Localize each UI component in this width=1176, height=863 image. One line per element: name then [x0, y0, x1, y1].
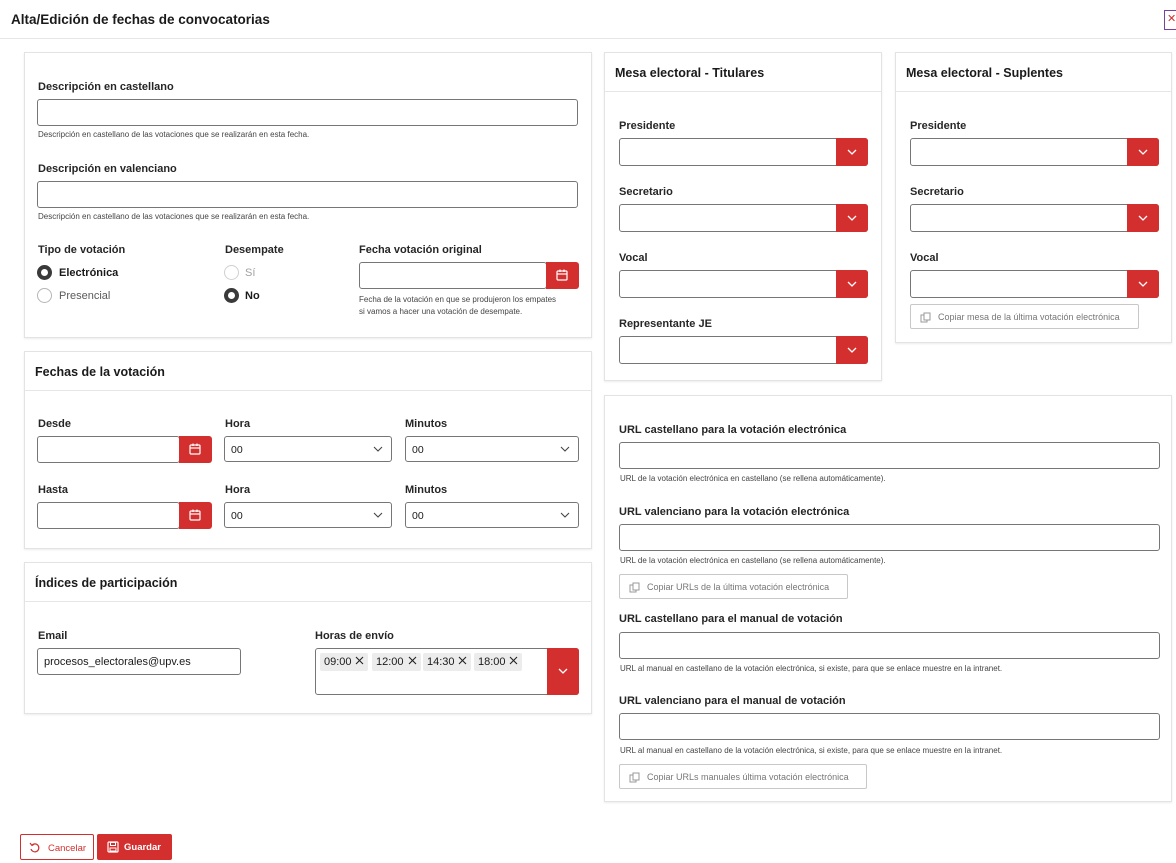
tipo-electronica-label: Electrónica [59, 267, 119, 279]
desde-hora-value: 00 [231, 444, 243, 456]
suplentes-secretario-label: Secretario [910, 186, 964, 198]
hasta-minutos-value: 00 [412, 510, 424, 522]
url-va-help: URL de la votación electrónica en castellano (se rellena automáticamente). [620, 556, 886, 565]
chevron-down-icon [373, 511, 383, 519]
suplentes-vocal-dropdown-button[interactable] [1127, 270, 1159, 298]
titulares-presidente-label: Presidente [619, 120, 676, 132]
close-button[interactable] [1164, 10, 1176, 30]
titulares-representante-dropdown-button[interactable] [836, 336, 868, 364]
save-button[interactable] [97, 834, 172, 860]
suplentes-vocal-label: Vocal [910, 252, 939, 264]
copy-icon [920, 312, 931, 323]
copy-urls-label: Copiar URLs de la última votación electrónica [647, 582, 830, 592]
url-es-input[interactable] [619, 442, 1160, 469]
manual-va-input[interactable] [619, 713, 1160, 740]
titulares-representante-select[interactable] [619, 336, 868, 364]
indices-title: Índices de participación [25, 563, 591, 602]
chevron-down-icon [1138, 280, 1148, 288]
chevron-down-icon [847, 280, 857, 288]
desempate-no-radio[interactable] [224, 288, 239, 303]
fechas-card [24, 351, 592, 549]
undo-icon [29, 842, 41, 854]
copy-icon [629, 582, 640, 593]
copy-icon [629, 772, 640, 783]
chevron-down-icon [560, 511, 570, 519]
fecha-original-help-2: si vamos a hacer una votación de desempate. [359, 307, 523, 316]
tipo-presencial-label: Presencial [59, 290, 111, 302]
fecha-original-input[interactable] [359, 262, 547, 289]
tipo-electronica-radio[interactable] [37, 265, 52, 280]
titulares-vocal-dropdown-button[interactable] [836, 270, 868, 298]
fechas-title: Fechas de la votación [25, 352, 591, 391]
titulares-presidente-select[interactable] [619, 138, 868, 166]
calendar-icon [556, 269, 568, 281]
remove-icon[interactable] [509, 656, 518, 665]
hasta-calendar-button[interactable] [179, 502, 212, 529]
desde-hora-label: Hora [225, 418, 251, 430]
hora-chip-label: 14:30 [427, 656, 455, 668]
hasta-hora-label: Hora [225, 484, 251, 496]
tipo-presencial-radio[interactable] [37, 288, 52, 303]
hora-chip[interactable] [423, 653, 471, 671]
titulares-secretario-dropdown-button[interactable] [836, 204, 868, 232]
desde-minutos-label: Minutos [405, 418, 448, 430]
copy-mesa-label: Copiar mesa de la última votación electrónica [938, 312, 1120, 322]
calendar-icon [189, 443, 201, 455]
titulares-secretario-label: Secretario [619, 186, 673, 198]
copy-urls-button[interactable] [619, 574, 848, 599]
indices-card [24, 562, 592, 714]
url-va-input[interactable] [619, 524, 1160, 551]
titulares-secretario-select[interactable] [619, 204, 868, 232]
url-es-label: URL castellano para la votación electrónica [619, 424, 847, 436]
suplentes-presidente-label: Presidente [910, 120, 967, 132]
desde-calendar-button[interactable] [179, 436, 212, 463]
desde-hora-select[interactable] [224, 436, 392, 462]
chevron-down-icon [1138, 214, 1148, 222]
urls-card [604, 395, 1172, 802]
calendar-icon [189, 509, 201, 521]
manual-es-input[interactable] [619, 632, 1160, 659]
email-value: procesos_electorales@upv.es [44, 656, 191, 668]
chevron-down-icon [560, 445, 570, 453]
chevron-down-icon [1138, 148, 1148, 156]
suplentes-presidente-select[interactable] [910, 138, 1159, 166]
horas-envio-dropdown-button[interactable] [547, 648, 579, 695]
titulares-vocal-select[interactable] [619, 270, 868, 298]
manual-es-label: URL castellano para el manual de votación [619, 613, 843, 625]
hora-chip-label: 09:00 [324, 656, 352, 668]
suplentes-presidente-dropdown-button[interactable] [1127, 138, 1159, 166]
remove-icon[interactable] [408, 656, 417, 665]
hasta-label: Hasta [38, 484, 68, 496]
suplentes-secretario-select[interactable] [910, 204, 1159, 232]
desempate-no-label: No [245, 290, 260, 302]
titulares-vocal-label: Vocal [619, 252, 648, 264]
email-label: Email [38, 630, 68, 642]
cancel-button[interactable] [20, 834, 94, 860]
save-icon [107, 841, 119, 853]
hora-chip[interactable] [474, 653, 522, 671]
desc-es-input[interactable] [37, 99, 578, 126]
chevron-down-icon [847, 214, 857, 222]
titulares-card [604, 52, 882, 381]
copy-manual-urls-button[interactable] [619, 764, 867, 789]
desempate-si-label: Sí [245, 267, 256, 279]
titulares-representante-label: Representante JE [619, 318, 712, 330]
manual-es-help: URL al manual en castellano de la votación electrónica, si existe, para que se enlace muestre en la intranet. [620, 664, 1003, 673]
suplentes-card [895, 52, 1172, 343]
url-va-label: URL valenciano para la votación electrónica [619, 506, 850, 518]
manual-va-help: URL al manual en castellano de la votación electrónica, si existe, para que se enlace muestre en la intranet. [620, 746, 1003, 755]
dialog-header [0, 0, 1176, 39]
hasta-minutos-label: Minutos [405, 484, 448, 496]
desc-es-label: Descripción en castellano [38, 81, 174, 93]
close-icon: ✕ [1167, 13, 1176, 25]
copy-manual-urls-label: Copiar URLs manuales última votación electrónica [647, 772, 849, 782]
hasta-hora-value: 00 [231, 510, 243, 522]
remove-icon[interactable] [355, 656, 364, 665]
horas-envio-multiselect[interactable] [315, 648, 579, 695]
desempate-label: Desempate [225, 244, 284, 256]
fecha-original-help-1: Fecha de la votación en que se produjeron los empates [359, 295, 557, 304]
suplentes-title: Mesa electoral - Suplentes [896, 53, 1171, 92]
horas-envio-label: Horas de envío [315, 630, 394, 642]
desde-minutos-value: 00 [412, 444, 424, 456]
desde-minutos-select[interactable] [405, 436, 579, 462]
chevron-down-icon [373, 445, 383, 453]
remove-icon[interactable] [458, 656, 467, 665]
desc-va-help: Descripción en castellano de las votaciones que se realizarán en esta fecha. [38, 212, 310, 221]
hasta-input[interactable] [37, 502, 180, 529]
manual-va-label: URL valenciano para el manual de votación [619, 695, 846, 707]
desde-input[interactable] [37, 436, 180, 463]
suplentes-secretario-dropdown-button[interactable] [1127, 204, 1159, 232]
save-label: Guardar [124, 842, 161, 853]
desc-es-help: Descripción en castellano de las votaciones que se realizarán en esta fecha. [38, 130, 310, 139]
hora-chip-label: 12:00 [376, 656, 404, 668]
titulares-title: Mesa electoral - Titulares [605, 53, 881, 92]
copy-mesa-button[interactable] [910, 304, 1139, 329]
desempate-si-radio[interactable] [224, 265, 239, 280]
chevron-down-icon [558, 667, 568, 675]
desde-label: Desde [38, 418, 72, 430]
fecha-original-calendar-button[interactable] [546, 262, 579, 289]
dialog-title: Alta/Edición de fechas de convocatorias [11, 12, 270, 27]
tipo-votacion-label: Tipo de votación [38, 244, 126, 256]
desc-va-label: Descripción en valenciano [38, 163, 177, 175]
fecha-original-label: Fecha votación original [359, 244, 482, 256]
chevron-down-icon [847, 346, 857, 354]
cancel-label: Cancelar [48, 843, 87, 854]
titulares-presidente-dropdown-button[interactable] [836, 138, 868, 166]
hora-chip[interactable] [320, 653, 368, 671]
hora-chip-label: 18:00 [478, 656, 506, 668]
email-input[interactable] [37, 648, 241, 675]
hasta-minutos-select[interactable] [405, 502, 579, 528]
desc-va-input[interactable] [37, 181, 578, 208]
hora-chip[interactable] [372, 653, 421, 671]
suplentes-vocal-select[interactable] [910, 270, 1159, 298]
url-es-help: URL de la votación electrónica en castellano (se rellena automáticamente). [620, 474, 886, 483]
chevron-down-icon [847, 148, 857, 156]
hasta-hora-select[interactable] [224, 502, 392, 528]
general-card [24, 52, 592, 338]
